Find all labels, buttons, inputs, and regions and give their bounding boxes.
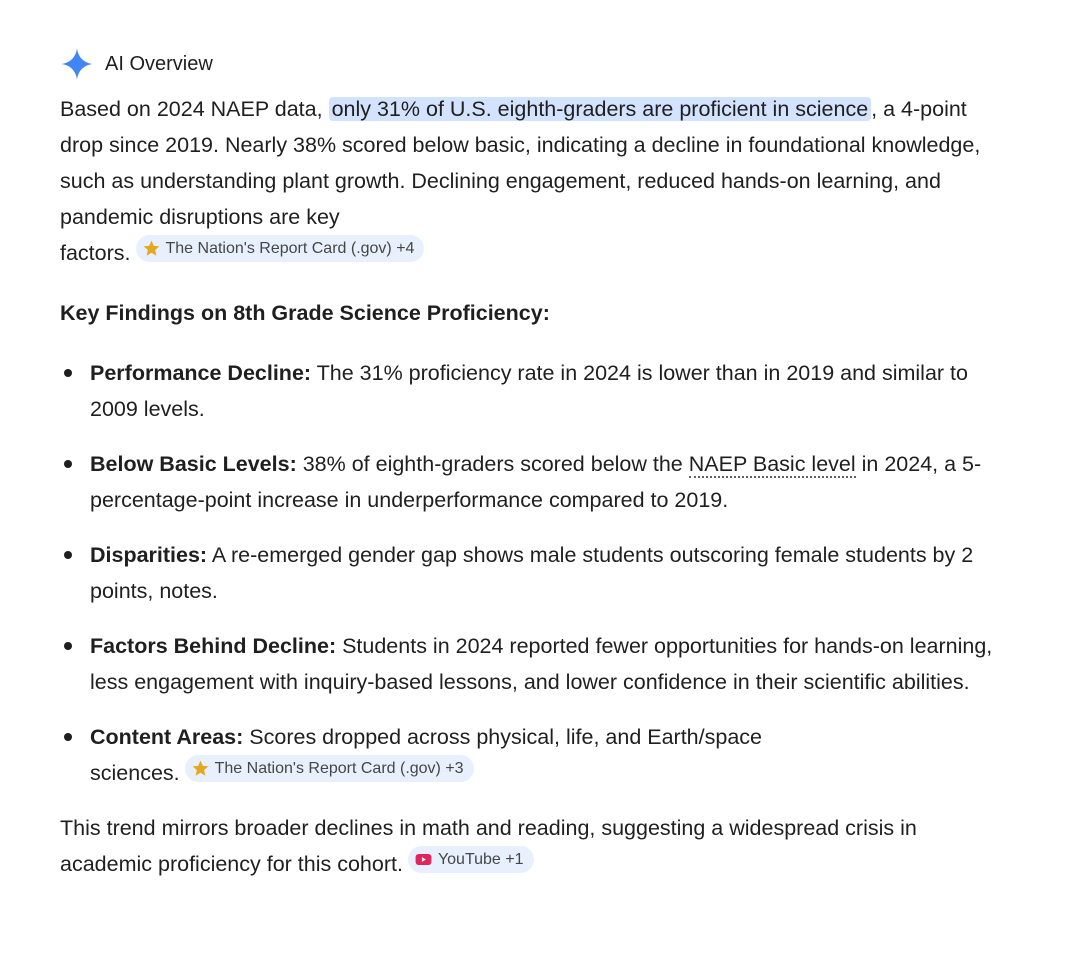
findings-list xyxy=(60,355,1010,791)
finding-term: Disparities: xyxy=(90,543,208,567)
bullet-point xyxy=(64,460,72,468)
intro-text-before: Based on 2024 NAEP data, xyxy=(60,97,329,121)
list-item xyxy=(60,355,1010,427)
finding-text: The 31% proficiency rate in 2024 is lower than in 2019 and similar to 2009 levels. xyxy=(90,361,968,421)
ai-overview-title: AI Overview xyxy=(105,52,213,75)
finding-term: Factors Behind Decline: xyxy=(90,634,337,658)
list-item xyxy=(60,446,1010,518)
list-item xyxy=(60,537,1010,609)
list-item xyxy=(60,719,1010,791)
finding-term: Content Areas: xyxy=(90,725,244,749)
intro-last-word: factors. xyxy=(60,241,131,265)
citation-label: YouTube +1 xyxy=(437,851,524,868)
bullet-point xyxy=(64,369,72,377)
youtube-icon xyxy=(414,850,433,869)
citation-chip[interactable] xyxy=(408,846,534,873)
citation-chip[interactable] xyxy=(136,235,425,262)
finding-text: 38% of eighth-graders scored below the xyxy=(296,452,689,476)
star-icon xyxy=(191,759,210,778)
finding-text: Scores dropped across physical, life, and Earth/space xyxy=(243,725,762,749)
closing-paragraph xyxy=(60,810,1010,882)
intro-paragraph xyxy=(60,91,1010,271)
citation-label: The Nation's Report Card (.gov) +3 xyxy=(214,760,464,777)
list-item xyxy=(60,628,1010,700)
sparkle-icon xyxy=(60,47,94,81)
citation-label: The Nation's Report Card (.gov) +4 xyxy=(165,240,415,257)
intro-text-after: , a 4-point drop since 2019. Nearly 38% scored below basic, indicating a decline in foundational knowledge, such as understanding plant growth. Declining engagement, reduced hands-on learning, and pandemic disruptions are key xyxy=(60,97,981,229)
star-icon xyxy=(142,239,161,258)
finding-text: A re-emerged gender gap shows male students outscoring female students by 2 points, notes. xyxy=(90,543,974,603)
bullet-point xyxy=(64,551,72,559)
bullet-point xyxy=(64,642,72,650)
naep-basic-level-link[interactable]: NAEP Basic level xyxy=(688,452,856,476)
ai-overview-panel xyxy=(60,46,1010,882)
finding-text: Students in 2024 reported fewer opportunities for hands-on learning, less engagement with inquiry-based lessons, and lower confidence in their scientific abilities. xyxy=(90,634,993,694)
citation-chip[interactable] xyxy=(185,755,474,782)
finding-term: Performance Decline: xyxy=(90,361,312,385)
finding-term: Below Basic Levels: xyxy=(90,452,297,476)
finding-text: in 2024, a 5-percentage-point increase in underperformance compared to 2019. xyxy=(90,452,982,512)
highlighted-claim[interactable]: only 31% of U.S. eighth-graders are proficient in science xyxy=(329,97,872,121)
ai-overview-header xyxy=(60,46,1010,82)
finding-last-word: sciences. xyxy=(90,761,180,785)
closing-text: This trend mirrors broader declines in math and reading, suggesting a widespread crisis in academic proficiency for this cohort. xyxy=(60,816,917,876)
bullet-point xyxy=(64,733,72,741)
section-heading: Key Findings on 8th Grade Science Proficiency: xyxy=(60,301,550,325)
